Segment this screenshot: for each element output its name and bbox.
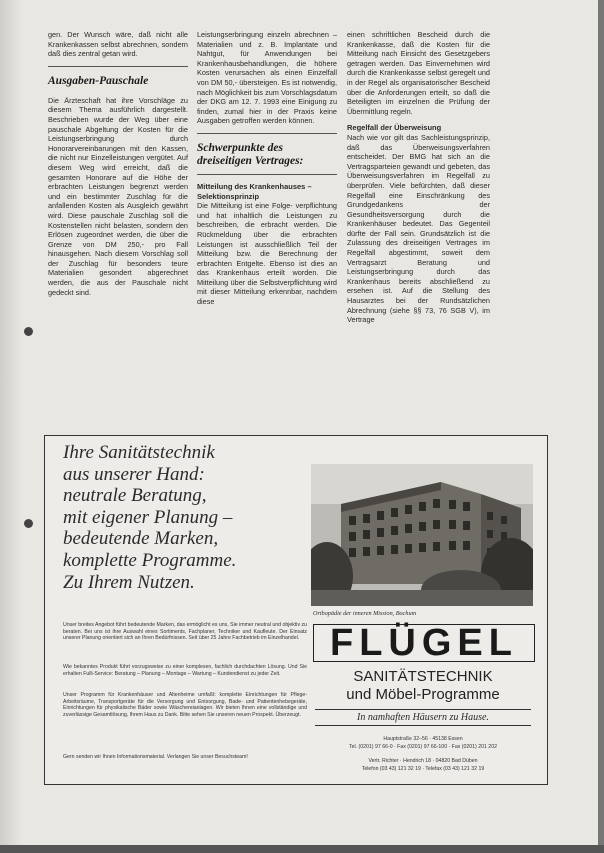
binder-hole bbox=[24, 519, 33, 528]
column-text: Nach wie vor gilt das Sachleistungsprinzip, daß das Überweisungsverfahren entscheidet. Der BMG hat sich an die Vertragsparteien gewandt und gebeten, das Überweisungsverfahren im Regelfall zu überprüfen. Viele befürchten, daß dieser Regelfall eine Einschränkung des Grundgedankens der Gesundheitsversorgung durch die Krankenhäuser bedeutet. Das Gegenteil dürfte der Fall sein. Grundsätzlich ist die Zulassung des dreiseitigen Vertrages im Regelfall abgestimmt, soweit dem Vertragsarzt Beratung und Leistungserbringung durch das Krankenhaus bereits abschließend zu ersehen ist. Auf die Stellung des Hausarztes bei der Rundsätzlichen Abrechnung (siehe §§ 73, 76 SGB V), im Vertrage bbox=[347, 132, 490, 325]
article-column-3 bbox=[347, 30, 490, 331]
address-line: Hauptstraße 32–56 · 45138 Essen bbox=[383, 736, 463, 742]
column-text: einen schriftlichen Bescheid durch die Krankenkasse, daß die Kosten für die Mitteilung nach Einsicht des Gesetzgebers getragen werden. Das Einvernehmen wird durch die Krankenkasse selbst geregelt und in der Regel als organisatorischer Bescheid über die Anforderungen erteilt, so daß die Beteiligten im einzelnen die Prüfung der Übermittlung regeln. bbox=[347, 30, 490, 116]
brand-slogan: In namhaften Häusern zu Hause. bbox=[315, 709, 531, 726]
section-heading: Schwerpunkte des dreiseitigen Vertrages: bbox=[197, 141, 304, 167]
ad-headline-line: neutrale Beratung, bbox=[63, 485, 207, 507]
ad-headline-line: bedeutende Marken, bbox=[63, 528, 219, 550]
brand-name: FLÜGEL bbox=[330, 622, 518, 664]
brand-subtitle: und Möbel-Programme bbox=[346, 686, 500, 703]
ad-headline bbox=[63, 442, 333, 593]
section-rule bbox=[48, 66, 188, 67]
page-bottom-edge bbox=[0, 845, 604, 853]
address-line: Vertr. Richter · Hendrich 18 · 04820 Bad Düben bbox=[368, 758, 478, 764]
ad-headline-line: Zu Ihrem Nutzen. bbox=[63, 571, 195, 593]
section-rule bbox=[197, 174, 337, 175]
sub-heading: Mitteilung des Krankenhauses – Selektionsprinzip bbox=[197, 181, 312, 201]
column-text: gen. Der Wunsch wäre, daß nicht alle Krankenkassen selbst abrechnen, sondern daß dies zentral getan wird. bbox=[48, 30, 188, 59]
building-photo bbox=[311, 464, 533, 606]
advertisement bbox=[44, 435, 548, 785]
page-margin-shadow bbox=[0, 0, 22, 853]
column-text: Die Mitteilung ist eine Folge- verpflichtung und hat inhaltlich die Leistungen zu beschreiben, die erbracht werden. Die Rückmeldung über die erbrachten Leistungen ist ausschließlich Teil der Mitteilung bzw. die Berechnung der erbrachten Entgelte. Ebenso ist dies an das Krankenhaus erteilt worden. Die Mitteilung über die Selbstverpflichtung wird mit dieser Mitteilung erkennbar, nachdem diese bbox=[197, 201, 337, 307]
section-heading: Ausgaben-Pauschale bbox=[48, 74, 149, 87]
brand-logo bbox=[313, 624, 535, 662]
article-column-1 bbox=[48, 30, 188, 303]
photo-caption: Orthopädie der inneren Mission, Bochum bbox=[313, 610, 417, 617]
ad-headline-line: Ihre Sanitätstechnik bbox=[63, 442, 215, 463]
ad-headline-line: aus unserer Hand: bbox=[63, 463, 205, 485]
article-column-2 bbox=[197, 30, 337, 313]
address-line: Tel. (0201) 97 66-0 · Fax (0201) 97 66-100 · Fax (0201) 201 202 bbox=[349, 744, 497, 750]
page-right-edge bbox=[598, 0, 604, 853]
ad-paragraph: Gern senden wir Ihnen Informationsmaterial. Verlangen Sie unser Besuchsteam! bbox=[63, 754, 248, 760]
binder-hole bbox=[24, 327, 33, 336]
section-rule bbox=[197, 133, 337, 134]
column-text: Die Ärzteschaft hat ihre Vorschläge zu diesem Thema ausführlich dargestellt. Beschrieben wurde der Weg über eine pauschale Abgeltung der Kosten für die Leistungserbringung durch Honorarvereinbarungen mit den Kassen, die nicht nur Einzelleistungen vergütet. Auf diesem Weg wird erreicht, daß die gesamten Honorare auf die Höhe der erbrachten Leistungen begrenzt werden und ein bestimmter Zuschlag für die anfallenden Kosten als Ausgleich gewährt wird. Diese pauschale Zuschlag soll die Kostenstellen nicht belasten, sondern den Erlösen zugeordnet werden, die über die Grenze von DM 250,- pro Fall hinausgehen. Nach diesem Vorschlag soll der Zuschlag für besonders teure Materialien gesondert abgerechnet werden, die aus der Pauschale nicht gedeckt sind. bbox=[48, 95, 188, 297]
ad-paragraph: Wie bekanntes Produkt führt vorzugsweise zu einer komplexen, fachlich durchdachten Lösung. Und Sie erhalten Fulli-Service: Beratung – Planung – Montage – Wartung – Kundendienst zu jeder Zeit. bbox=[63, 664, 307, 677]
address-line: Telefon (03 43) 121 32 19 · Telefax (03 43) 121 32 19 bbox=[361, 766, 485, 772]
brand-subtitle: SANITÄTSTECHNIK bbox=[353, 668, 493, 685]
ad-paragraph: Unser Programm für Krankenhäuser und Altenheime umfaßt: komplette Einrichtungen für Pflege-Arbeitsräume, Transportgeräte für die Versorgung und Entsorgung, Bade- und Patientenhebegeräte, Einrichtungen für physikalische Bäder sowie Wäschereianlagen. Wir bieten Ihnen eine vollständige und zuverlässige Gesamtlösung, Ihrem Haus zu Dank. Bitte sehen Sie unseren neuen Prospekt. Überzeugt. bbox=[63, 692, 307, 718]
ad-headline-line: komplette Programme. bbox=[63, 549, 237, 571]
column-text: Leistungserbringung einzeln abrechnen – Materialien und z. B. Implantate und Nahtgut, für Anwendungen bei Krankenhausbehandlungen, die höhere Kosten verursachen als einen Einzelfall von DM 50,- übersteigen. Es ist notwendig, nach Möglichkeit bis zum Vorschlagsdatum der DKG am 12. 7. 1993 eine Einigung zu finden, zumal hier in der Praxis keine Ausgaben getroffen werden können. bbox=[197, 30, 337, 126]
ad-paragraph: Unser breites Angebot führt bedeutende Marken, das ermöglicht es uns, Sie immer neutral und objektiv zu beraten. Bei uns ist ihre Auswahl eines Sortiments, Fachplaner, Techniker und Kaufleute. Der Einsatz unserer Planung orientiert sich an Ihren Bedürfnissen. Seit über 25 Jahre Fachbetrieb im Einzelhandel. bbox=[63, 622, 307, 642]
sub-heading: Regelfall der Überweisung bbox=[347, 123, 442, 133]
ad-headline-line: mit eigener Planung – bbox=[63, 506, 233, 528]
